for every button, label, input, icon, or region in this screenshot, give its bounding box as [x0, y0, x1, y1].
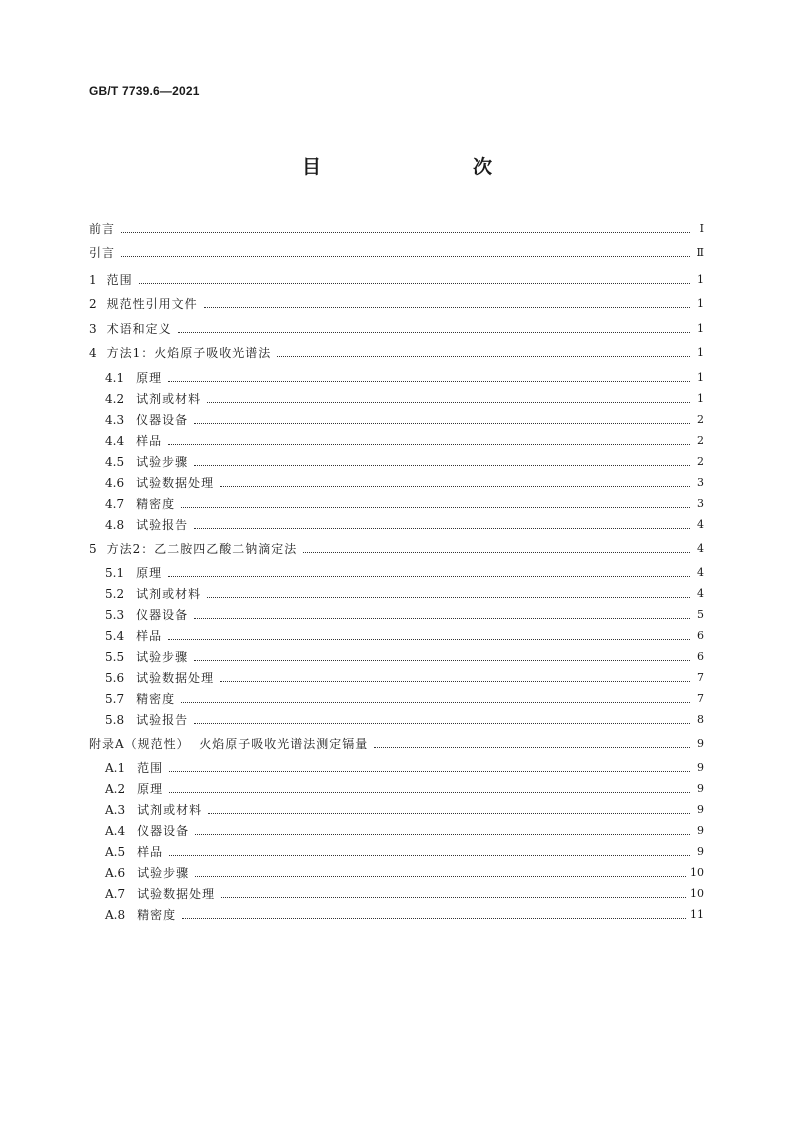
toc-entry-page: Ⅰ: [699, 222, 704, 235]
toc-entry-title: 范围: [106, 273, 133, 287]
toc-entry-number: 5.8: [105, 713, 125, 727]
toc-entry-title: 试验步骤: [137, 866, 190, 880]
toc-entry-title: 样品: [137, 845, 164, 859]
toc-entry[interactable]: [89, 291, 704, 311]
toc-entry-page: 6: [697, 629, 704, 642]
toc-entry-title: 试验数据处理: [137, 887, 216, 901]
toc-leader-dots: [303, 552, 690, 553]
toc-leader-dots: [139, 283, 690, 284]
toc-entry[interactable]: [89, 665, 704, 685]
toc-entry[interactable]: [89, 581, 704, 601]
toc-entry[interactable]: [89, 839, 704, 859]
toc-leader-dots: [194, 660, 690, 661]
toc-leader-dots: [194, 723, 690, 724]
toc-entry-page: 1: [697, 371, 704, 384]
toc-entry-title: 方法1：火焰原子吸收光谱法: [106, 346, 272, 360]
toc-entry-title: 引言: [89, 246, 116, 260]
toc-entry-page: 3: [697, 497, 704, 510]
standard-code: GB/T 7739.6—2021: [89, 84, 200, 98]
page-title: 目 次: [301, 156, 530, 178]
toc-entry-page: 2: [697, 434, 704, 447]
toc-entry-title: 试剂或材料: [137, 803, 203, 817]
toc-entry-page: 4: [697, 566, 704, 579]
toc-leader-dots: [121, 232, 690, 233]
toc-entry[interactable]: [89, 365, 704, 385]
toc-entry[interactable]: [89, 407, 704, 427]
toc-leader-dots: [169, 855, 690, 856]
toc-entry-page: 10: [690, 887, 704, 900]
toc-entry-number: 1: [89, 273, 97, 287]
toc-leader-dots: [168, 576, 690, 577]
toc-leader-dots: [277, 356, 690, 357]
toc-entry-page: 9: [697, 782, 704, 795]
toc-entry-page: 9: [697, 761, 704, 774]
toc-entry-page: 11: [690, 908, 704, 921]
toc-entry-title: 仪器设备: [136, 608, 189, 622]
toc-entry-page: 9: [697, 737, 704, 750]
toc-entry[interactable]: [89, 707, 704, 727]
toc-entry-number: 5.6: [105, 671, 125, 685]
toc-entry-number: A.6: [105, 866, 126, 880]
toc-leader-dots: [168, 444, 690, 445]
toc-entry[interactable]: [89, 731, 704, 751]
toc-entry-number: A.3: [105, 803, 126, 817]
toc-entry-number: A.4: [105, 824, 126, 838]
toc-entry[interactable]: [89, 216, 704, 236]
toc-entry-page: 6: [697, 650, 704, 663]
toc-leader-dots: [169, 792, 690, 793]
toc-entry-title: 前言: [89, 222, 116, 236]
toc-entry-number: 5.3: [105, 608, 125, 622]
toc-entry-number: 4.6: [105, 476, 125, 490]
toc-entry-number: A.7: [105, 887, 126, 901]
toc-entry-title: 试验数据处理: [136, 476, 215, 490]
toc-leader-dots: [220, 486, 690, 487]
toc-leader-dots: [169, 771, 690, 772]
toc-leader-dots: [204, 307, 690, 308]
toc-entry-page: 1: [697, 322, 704, 335]
toc-entry-page: 9: [697, 824, 704, 837]
toc-entry-title: 方法2：乙二胺四乙酸二钠滴定法: [106, 542, 298, 556]
toc-entry[interactable]: [89, 797, 704, 817]
toc-entry-number: 3: [89, 322, 97, 336]
toc-entry-title: 附录A（规范性） 火焰原子吸收光谱法测定镉量: [89, 737, 369, 751]
toc-entry-page: 7: [697, 692, 704, 705]
toc-entry-title: 精密度: [136, 692, 176, 706]
toc-entry-page: Ⅱ: [696, 246, 704, 259]
toc-entry-page: 2: [697, 413, 704, 426]
toc-entry[interactable]: [89, 428, 704, 448]
toc-entry[interactable]: [89, 902, 704, 922]
toc-leader-dots: [221, 897, 686, 898]
toc-entry-number: 5.7: [105, 692, 125, 706]
toc-entry-title: 样品: [136, 434, 163, 448]
toc-entry[interactable]: [89, 449, 704, 469]
toc-entry-number: 4.8: [105, 518, 125, 532]
toc-leader-dots: [181, 702, 690, 703]
toc-entry-page: 5: [697, 608, 704, 621]
toc-leader-dots: [121, 256, 690, 257]
toc-entry-number: A.1: [105, 761, 126, 775]
toc-leader-dots: [168, 639, 690, 640]
toc-entry-title: 试验步骤: [136, 455, 189, 469]
toc-entry-page: 9: [697, 845, 704, 858]
toc-leader-dots: [181, 507, 690, 508]
toc-entry-page: 7: [697, 671, 704, 684]
toc-entry-number: 5: [89, 542, 97, 556]
toc-entry[interactable]: [89, 470, 704, 490]
toc-entry-number: 5.5: [105, 650, 125, 664]
toc-entry-number: A.8: [105, 908, 126, 922]
toc-entry-page: 1: [697, 392, 704, 405]
toc-entry-number: 5.2: [105, 587, 125, 601]
toc-entry-title: 规范性引用文件: [106, 297, 198, 311]
toc-entry-page: 1: [697, 297, 704, 310]
toc-entry[interactable]: [89, 686, 704, 706]
toc-leader-dots: [374, 747, 690, 748]
toc-entry[interactable]: [89, 776, 704, 796]
toc-entry-number: 4.5: [105, 455, 125, 469]
toc-entry[interactable]: [89, 536, 704, 556]
toc-entry-title: 试剂或材料: [136, 392, 202, 406]
toc-entry-page: 4: [697, 518, 704, 531]
toc-leader-dots: [220, 681, 690, 682]
toc-entry-title: 样品: [136, 629, 163, 643]
toc-entry-number: A.2: [105, 782, 126, 796]
toc-entry-page: 4: [697, 587, 704, 600]
toc-entry-number: 2: [89, 297, 97, 311]
toc-leader-dots: [194, 423, 690, 424]
toc-entry-number: 4.1: [105, 371, 125, 385]
toc-entry[interactable]: [89, 316, 704, 336]
toc-entry[interactable]: [89, 755, 704, 775]
toc-entry-number: 5.4: [105, 629, 125, 643]
toc-entry[interactable]: [89, 560, 704, 580]
toc-entry-page: 1: [697, 273, 704, 286]
toc-entry[interactable]: [89, 644, 704, 664]
toc-entry-title: 原理: [136, 371, 163, 385]
toc-leader-dots: [194, 618, 690, 619]
toc-entry-number: 4.4: [105, 434, 125, 448]
toc-entry[interactable]: [89, 240, 704, 260]
toc-entry[interactable]: [89, 623, 704, 643]
toc-entry-page: 4: [697, 542, 704, 555]
toc-entry[interactable]: [89, 267, 704, 287]
toc-entry[interactable]: [89, 491, 704, 511]
toc-entry-title: 原理: [136, 566, 163, 580]
toc-leader-dots: [182, 918, 686, 919]
toc-entry-page: 1: [697, 346, 704, 359]
toc-entry-title: 精密度: [137, 908, 177, 922]
toc-leader-dots: [194, 528, 690, 529]
toc-leader-dots: [207, 402, 690, 403]
toc-entry-number: 4.2: [105, 392, 125, 406]
toc-entry[interactable]: [89, 340, 704, 360]
toc-leader-dots: [208, 813, 690, 814]
toc-entry-number: 4.7: [105, 497, 125, 511]
toc-entry[interactable]: [89, 602, 704, 622]
toc-entry-title: 术语和定义: [106, 322, 172, 336]
toc-leader-dots: [195, 834, 690, 835]
toc-entry-title: 原理: [137, 782, 164, 796]
toc-leader-dots: [178, 332, 690, 333]
toc-entry-title: 仪器设备: [136, 413, 189, 427]
toc-entry-page: 9: [697, 803, 704, 816]
toc-entry[interactable]: [89, 881, 704, 901]
toc-leader-dots: [194, 465, 690, 466]
toc-leader-dots: [195, 876, 686, 877]
toc-entry-page: 10: [690, 866, 704, 879]
toc-entry-title: 试验数据处理: [136, 671, 215, 685]
toc-leader-dots: [207, 597, 690, 598]
toc-entry-number: A.5: [105, 845, 126, 859]
toc-entry-title: 试验报告: [136, 518, 189, 532]
toc-entry-page: 2: [697, 455, 704, 468]
toc-entry-title: 试验步骤: [136, 650, 189, 664]
toc-entry[interactable]: [89, 386, 704, 406]
toc-entry-title: 精密度: [136, 497, 176, 511]
toc-leader-dots: [168, 381, 690, 382]
toc-entry-title: 范围: [137, 761, 164, 775]
toc-entry-title: 试验报告: [136, 713, 189, 727]
toc-entry-number: 5.1: [105, 566, 125, 580]
toc-entry[interactable]: [89, 818, 704, 838]
toc-entry-number: 4: [89, 346, 97, 360]
toc-entry[interactable]: [89, 512, 704, 532]
toc-entry-page: 8: [697, 713, 704, 726]
toc-entry-title: 仪器设备: [137, 824, 190, 838]
toc-entry-page: 3: [697, 476, 704, 489]
toc-entry[interactable]: [89, 860, 704, 880]
toc-entry-title: 试剂或材料: [136, 587, 202, 601]
toc-entry-number: 4.3: [105, 413, 125, 427]
